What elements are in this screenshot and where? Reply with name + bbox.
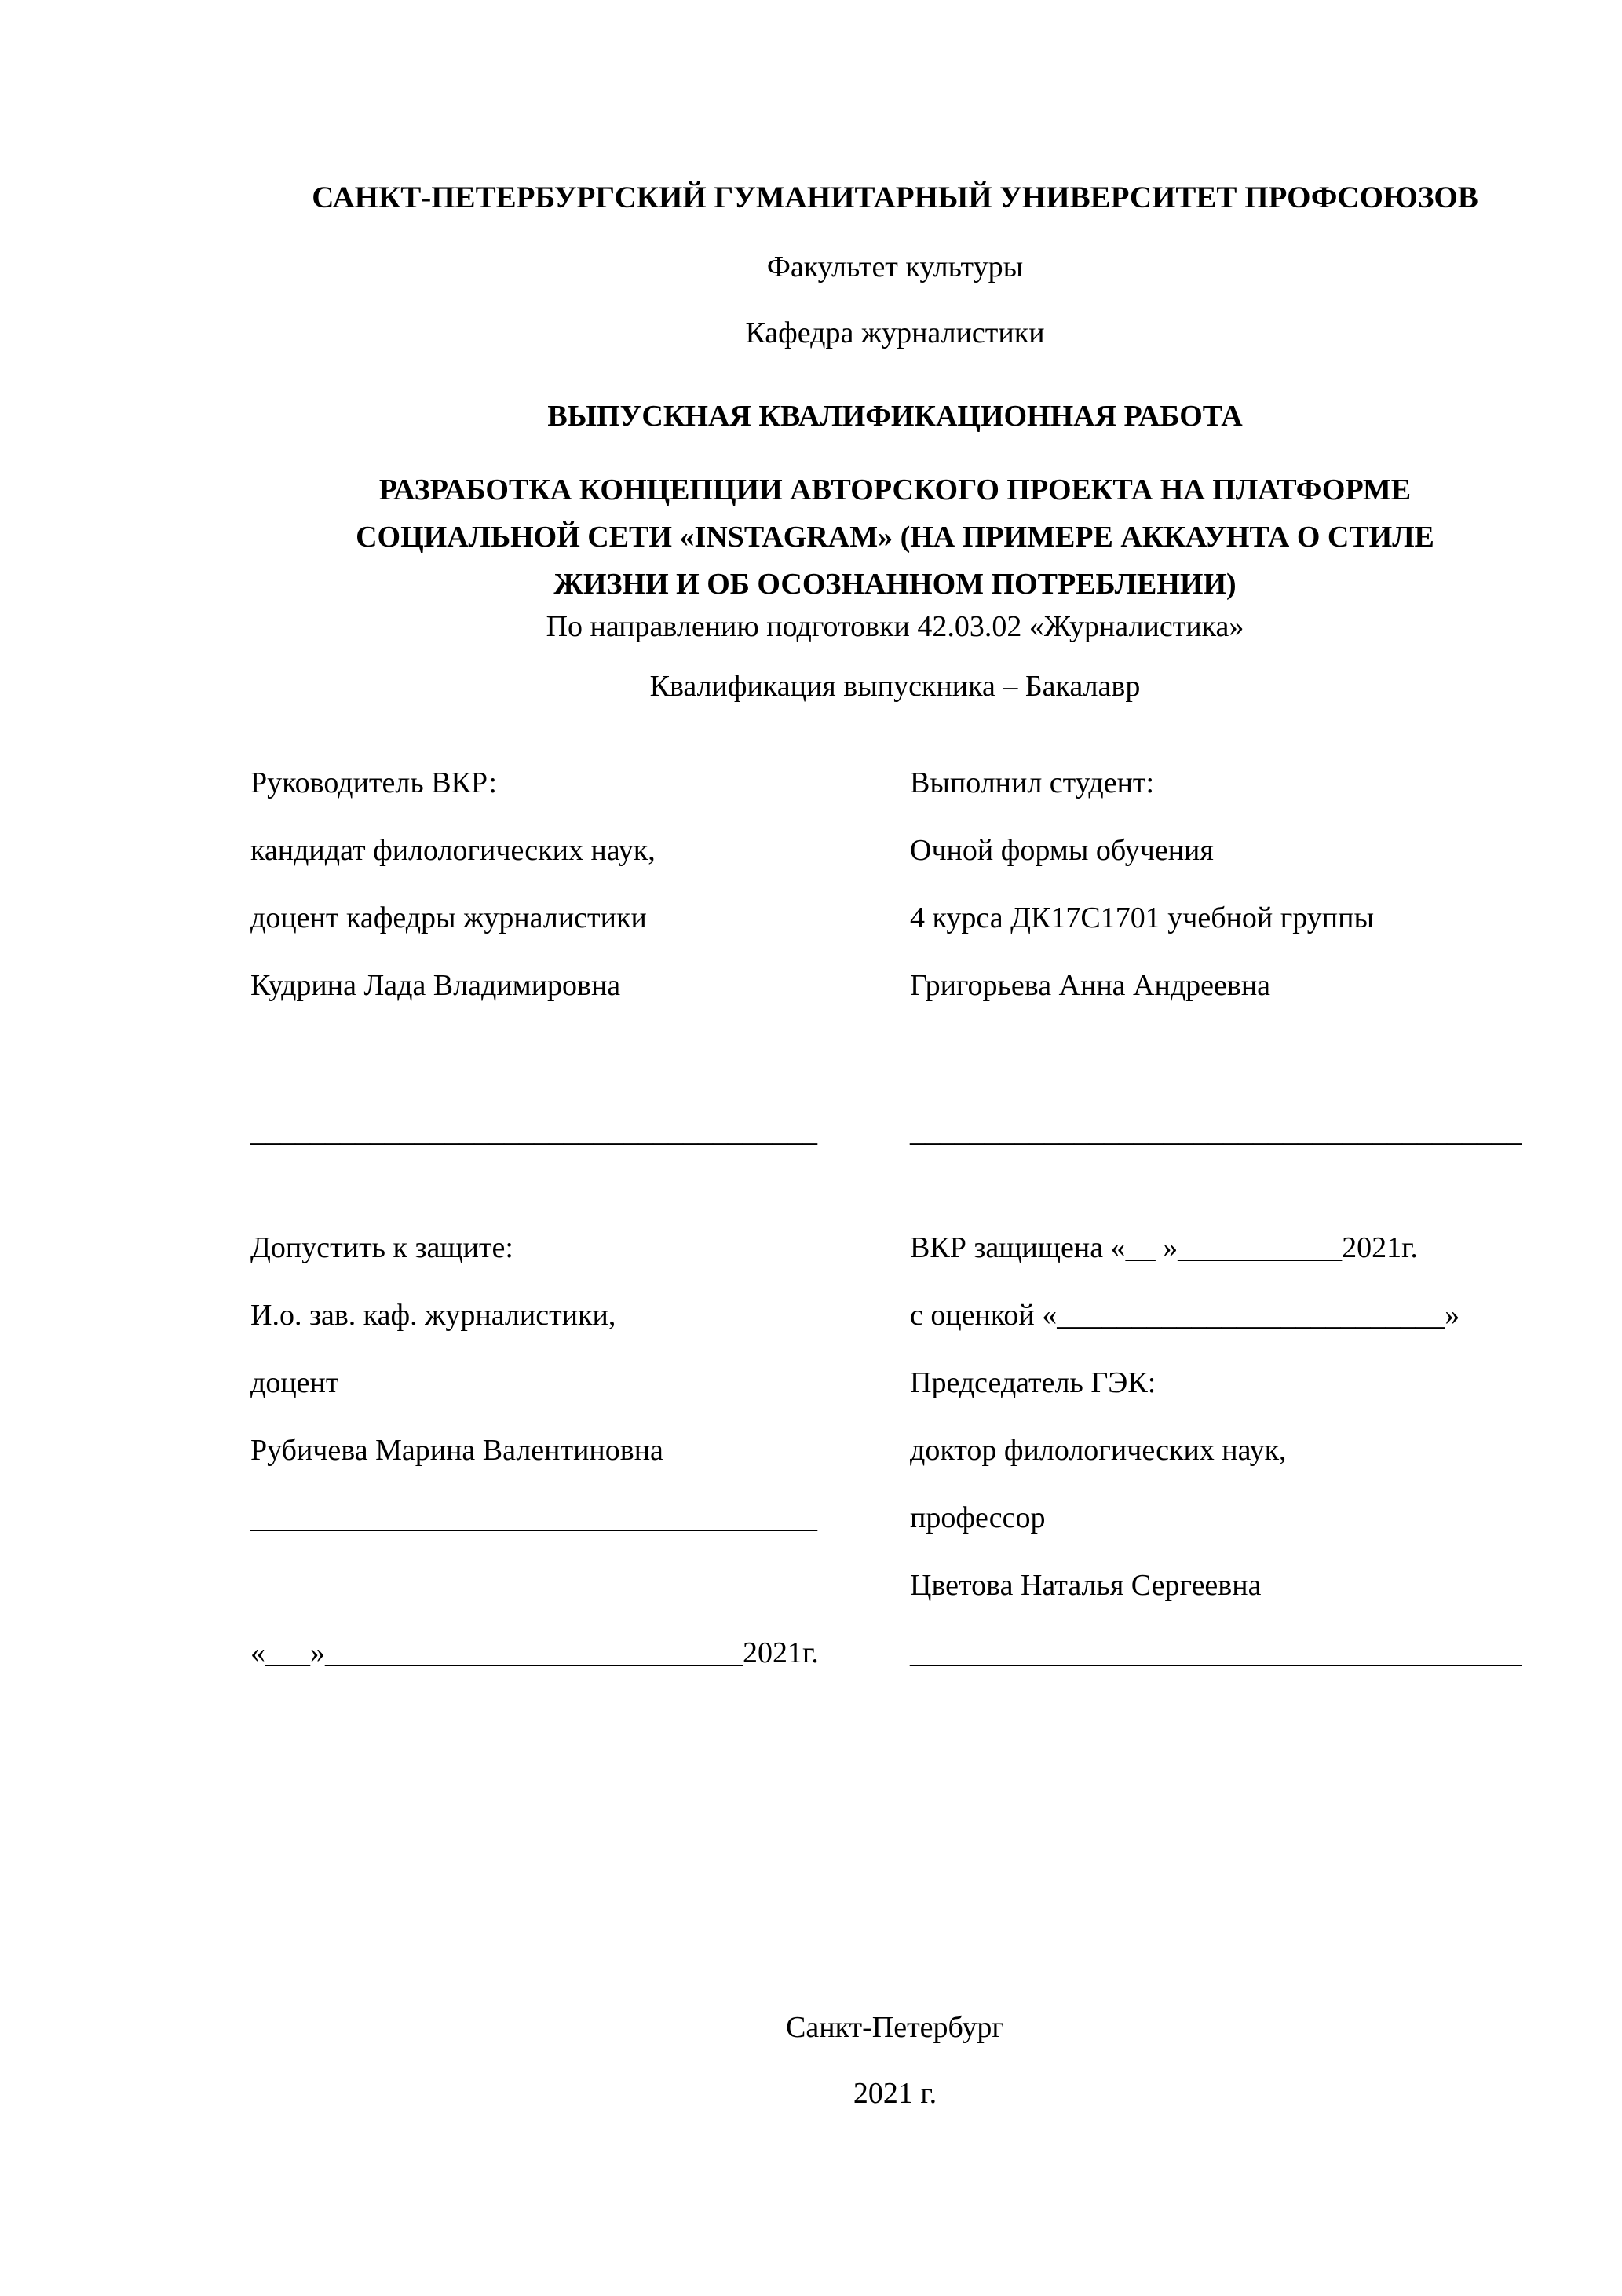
student-study-form: Очной формы обучения bbox=[910, 834, 1214, 867]
people-section bbox=[250, 749, 1540, 1019]
admission-signature-line: ______________________________________ bbox=[250, 1501, 817, 1534]
department-name: Кафедра журналистики bbox=[745, 316, 1045, 349]
year-line: 2021 г. bbox=[853, 2077, 937, 2110]
city-line: Санкт-Петербург bbox=[785, 2011, 1005, 2044]
work-type-heading: ВЫПУСКНАЯ КВАЛИФИКАЦИОННАЯ РАБОТА bbox=[547, 400, 1243, 433]
defense-grade-line: с оценкой «__________________________» bbox=[910, 1299, 1460, 1332]
admission-rank: доцент bbox=[250, 1366, 339, 1399]
university-name: САНКТ-ПЕТЕРБУРГСКИЙ ГУМАНИТАРНЫЙ УНИВЕРСИТЕТ ПРОФСОЮЗОВ bbox=[312, 181, 1478, 214]
admission-block bbox=[250, 1214, 910, 1687]
page-content bbox=[250, 165, 1540, 1687]
committee-chair-degree: доктор филологических наук, bbox=[910, 1434, 1287, 1467]
admission-label: Допустить к защите: bbox=[250, 1231, 513, 1264]
approval-section bbox=[250, 1214, 1540, 1687]
defense-block bbox=[910, 1214, 1540, 1687]
student-group: 4 курса ДК17С1701 учебной группы bbox=[910, 901, 1375, 934]
student-signature-line: _________________________________________ bbox=[910, 1115, 1522, 1148]
signature-row bbox=[250, 1098, 1540, 1165]
committee-chair-name: Цветова Наталья Сергеевна bbox=[910, 1569, 1262, 1602]
student-name: Григорьева Анна Андреевна bbox=[910, 969, 1271, 1002]
supervisor-signature-block bbox=[250, 1098, 910, 1165]
admission-name: Рубичева Марина Валентиновна bbox=[250, 1434, 663, 1467]
committee-chair-signature-line: _________________________________________ bbox=[910, 1636, 1522, 1669]
student-label: Выполнил студент: bbox=[910, 766, 1155, 799]
committee-chair-label: Председатель ГЭК: bbox=[910, 1366, 1156, 1399]
supervisor-name: Кудрина Лада Владимировна bbox=[250, 969, 621, 1002]
student-block bbox=[910, 749, 1540, 1019]
student-signature-block bbox=[910, 1098, 1540, 1165]
thesis-title: РАЗРАБОТКА КОНЦЕПЦИИ АВТОРСКОГО ПРОЕКТА НА ПЛАТФОРМЕ СОЦИАЛЬНОЙ СЕТИ «INSTAGRAM» (НА ПРИМЕРЕ АККАУНТА О СТИЛЕ ЖИЗНИ И ОБ ОСОЗНАННОМ ПОТРЕБЛЕНИИ) bbox=[356, 473, 1434, 601]
defense-date-line: ВКР защищена «__ »___________2021г. bbox=[910, 1231, 1418, 1264]
footer bbox=[250, 1994, 1540, 2126]
faculty-name: Факультет культуры bbox=[766, 250, 1024, 283]
committee-chair-rank: профессор bbox=[910, 1501, 1046, 1534]
supervisor-block bbox=[250, 749, 910, 1019]
admission-position: И.о. зав. каф. журналистики, bbox=[250, 1299, 616, 1332]
supervisor-degree: кандидат филологических наук, bbox=[250, 834, 656, 867]
supervisor-signature-line: ______________________________________ bbox=[250, 1115, 817, 1148]
study-direction: По направлению подготовки 42.03.02 «Журналистика» bbox=[546, 610, 1244, 643]
admission-date-line: «___»____________________________2021г. bbox=[250, 1636, 819, 1669]
qualification-line: Квалификация выпускника – Бакалавр bbox=[649, 670, 1141, 703]
supervisor-position: доцент кафедры журналистики bbox=[250, 901, 647, 934]
supervisor-label: Руководитель ВКР: bbox=[250, 766, 497, 799]
